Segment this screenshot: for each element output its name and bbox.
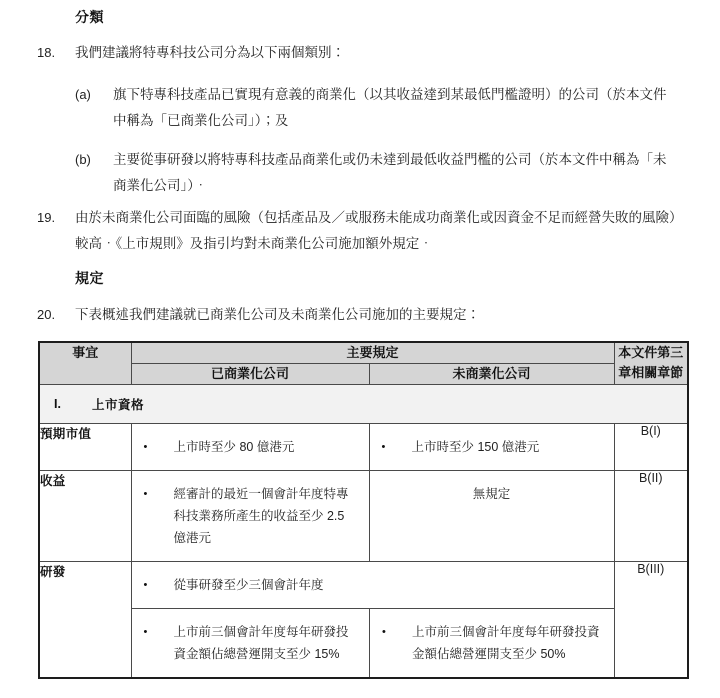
table-row xyxy=(39,424,688,471)
subitem-a xyxy=(75,82,675,134)
cell-rnd-merged xyxy=(132,562,615,609)
cell-commercial-rnd xyxy=(132,609,370,678)
section-title: 上市資格 xyxy=(92,398,145,412)
table-section-row xyxy=(39,385,688,424)
paragraph-19 xyxy=(37,205,677,257)
cell-text: 從事研發至少三個會計年度 xyxy=(173,578,324,592)
table-row xyxy=(39,562,688,679)
cell-pre-commercial-expected-market-cap xyxy=(369,424,614,471)
row-matter-rnd: 研發 xyxy=(39,562,131,679)
row-matter-expected-market-cap: 預期市值 xyxy=(39,424,131,471)
regulations-table xyxy=(38,341,689,679)
paragraph-20-number: 20. xyxy=(37,307,56,322)
subitem-a-text: 旗下特專科技產品已實現有意義的商業化（以其收益達到某最低門檻證明）的公司（於本文件中稱為「已商業化公司」）；及 xyxy=(113,87,667,128)
cell-text: 無規定 xyxy=(472,487,511,501)
paragraph-20 xyxy=(37,302,677,328)
cell-reference-rnd: B(III) xyxy=(614,562,688,679)
heading-regulation: 規定 xyxy=(75,270,104,286)
header-commercial-company: 已商業化公司 xyxy=(131,364,369,385)
cell-rnd-group xyxy=(131,562,614,679)
bullet-icon: • xyxy=(382,626,386,638)
cell-commercial-revenue xyxy=(131,471,369,562)
paragraph-20-text: 下表概述我們建議就已商業化公司及未商業化公司施加的主要規定： xyxy=(75,307,480,322)
header-reference: 本文件第三章相關章節 xyxy=(614,342,688,385)
rnd-merged-row xyxy=(132,562,615,609)
heading-classification: 分類 xyxy=(75,9,104,25)
table-header xyxy=(39,342,688,385)
cell-text: 經審計的最近一個會計年度特專科技業務所產生的收益至少 2.5 億港元 xyxy=(173,487,349,545)
header-matter: 事宜 xyxy=(39,342,131,385)
regulations-table-wrapper xyxy=(38,341,687,679)
paragraph-18-text: 我們建議將特專科技公司分為以下兩個類別： xyxy=(75,45,345,60)
cell-text: 上市時至少 80 億港元 xyxy=(173,440,295,454)
cell-pre-commercial-rnd xyxy=(370,609,615,678)
cell-text: 上市時至少 150 億港元 xyxy=(411,440,540,454)
paragraph-18-number: 18. xyxy=(37,45,56,60)
header-pre-commercial-company: 未商業化公司 xyxy=(369,364,614,385)
subitem-b-label: (b) xyxy=(75,152,91,167)
cell-commercial-expected-market-cap xyxy=(131,424,369,471)
table-row xyxy=(39,471,688,562)
subitem-b xyxy=(75,147,675,199)
rnd-inner-table xyxy=(132,562,615,677)
cell-text: 上市前三個會計年度每年研發投資金額佔總營運開支至少 50% xyxy=(412,625,600,661)
table-header-row-2 xyxy=(39,364,688,385)
subitem-a-label: (a) xyxy=(75,87,91,102)
paragraph-18 xyxy=(37,40,677,66)
cell-reference-revenue: B(II) xyxy=(614,471,688,562)
cell-reference-expected-market-cap: B(I) xyxy=(614,424,688,471)
cell-text: 上市前三個會計年度每年研發投資金額佔總營運開支至少 15% xyxy=(173,625,349,661)
bullet-icon: • xyxy=(143,579,148,591)
cell-pre-commercial-revenue xyxy=(369,471,614,562)
rnd-split-row xyxy=(132,609,615,678)
table-body xyxy=(39,385,688,679)
paragraph-19-text: 由於未商業化公司面臨的風險（包括產品及／或服務未能成功商業化或因資金不足而經營失敗的風險）較高．《上市規則》及指引均對未商業化公司施加額外規定． xyxy=(75,210,676,251)
subitem-b-text: 主要從事研發以將特專科技產品商業化或仍未達到最低收益門檻的公司（於本文件中稱為「未商業化公司」）． xyxy=(113,152,667,193)
bullet-icon: • xyxy=(143,441,148,453)
table-section-cell xyxy=(39,385,688,424)
paragraph-19-number: 19. xyxy=(37,210,56,225)
row-matter-revenue: 收益 xyxy=(39,471,131,562)
header-main-regulations: 主要規定 xyxy=(131,342,614,364)
bullet-icon: • xyxy=(381,441,386,453)
bullet-icon: • xyxy=(143,626,148,638)
bullet-icon: • xyxy=(143,488,148,500)
table-header-row-1 xyxy=(39,342,688,364)
section-roman-numeral: I. xyxy=(54,397,61,411)
